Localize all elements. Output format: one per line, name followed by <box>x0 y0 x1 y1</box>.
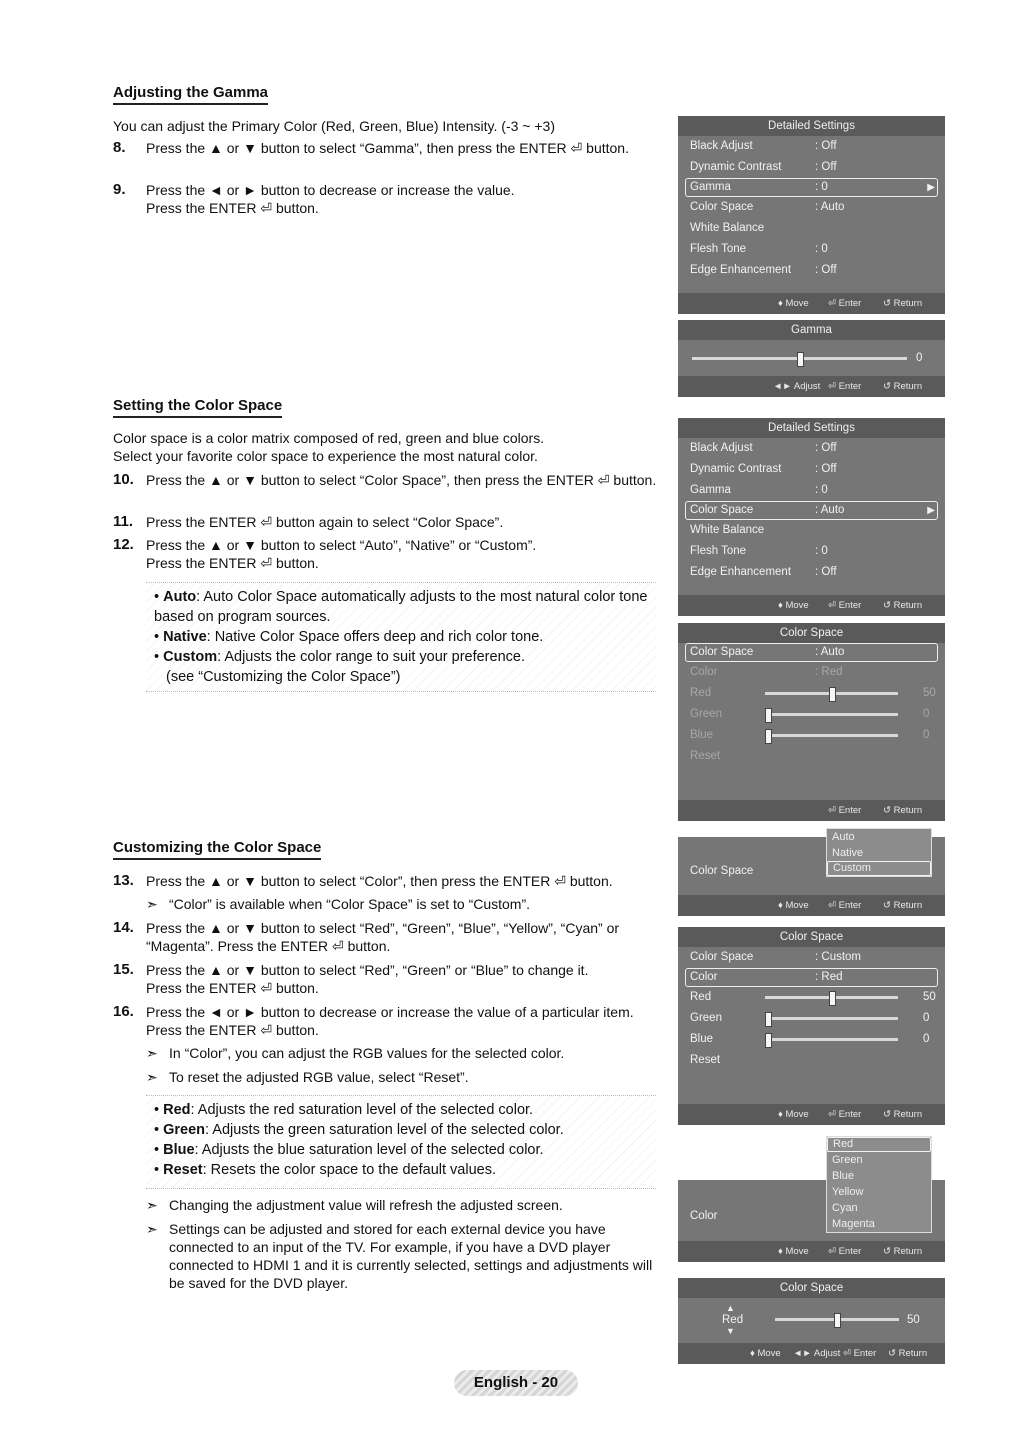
red-slider-track[interactable] <box>775 1318 899 1321</box>
osd-title: Color Space <box>678 623 945 643</box>
menu-item-black-adjust[interactable]: Black Adjust : Off <box>690 140 837 152</box>
green-slider-knob[interactable] <box>765 1012 772 1027</box>
menu-item-red: Red 50 <box>678 683 945 704</box>
return-hint: ↺ Return <box>883 805 923 816</box>
menu-item-color-space[interactable]: Color Space : Auto <box>685 643 938 662</box>
menu-item-white-balance[interactable]: White Balance <box>690 524 765 536</box>
menu-item-color: Color : Red <box>690 666 843 678</box>
blue-slider-track <box>765 734 898 737</box>
step-number: 8. <box>113 139 126 156</box>
option-magenta[interactable]: Magenta <box>832 1218 875 1230</box>
step-text: Press the ◄ or ► button to decrease or increase the value of a particular item. Press the ENTER ⏎ button. <box>146 1004 634 1038</box>
menu-item-green: Green 0 <box>678 704 945 725</box>
note-arrow-icon: ➣ <box>146 1045 158 1061</box>
menu-item-dynamic-contrast[interactable]: Dynamic Contrast : Off <box>690 161 837 173</box>
option-auto[interactable]: Auto <box>832 831 855 843</box>
return-hint: ↺ Return <box>883 1246 923 1257</box>
gamma-value: 0 <box>916 352 923 364</box>
gamma-slider-row[interactable] <box>678 340 945 376</box>
osd-title: Gamma <box>678 320 945 340</box>
menu-item-color-space[interactable]: Color Space : Auto ▶ <box>685 501 938 520</box>
enter-hint: ⏎ Enter <box>828 900 862 911</box>
red-slider-track <box>765 692 898 695</box>
step-text: Press the ◄ or ► button to decrease or increase the value. Press the ENTER ⏎ button. <box>146 182 515 216</box>
menu-item-edge-enhancement[interactable]: Edge Enhancement : Off <box>690 264 837 276</box>
blue-slider-knob[interactable] <box>765 1033 772 1048</box>
osd-color-space-custom <box>678 927 945 1125</box>
menu-item-gamma[interactable]: Gamma : 0 ▶ <box>685 178 938 197</box>
section-title-customizing: Customizing the Color Space <box>113 839 321 860</box>
option-red[interactable]: Red <box>827 1137 931 1152</box>
menu-item-gamma[interactable]: Gamma : 0 <box>690 484 828 496</box>
menu-item-color[interactable]: Color : Red <box>685 968 938 987</box>
adjust-hint: ◄► Adjust <box>793 1348 841 1359</box>
menu-item-color-space[interactable]: Color Space : Custom <box>690 951 862 963</box>
menu-item-blue[interactable]: Blue 0 <box>678 1029 945 1050</box>
menu-item-black-adjust[interactable]: Black Adjust : Off <box>690 442 837 454</box>
section-title-color-space: Setting the Color Space <box>113 397 282 418</box>
osd-footer <box>678 800 945 821</box>
return-hint: ↺ Return <box>883 381 923 392</box>
osd-gamma-adjust <box>678 320 945 397</box>
color-space-intro-1: Color space is a color matrix composed of red, green and blue colors. <box>113 430 545 446</box>
bullet-reset: • Reset: Resets the color space to the default values. <box>154 1162 497 1178</box>
bullet-custom: • Custom: Adjusts the color range to suit your preference. <box>154 649 525 665</box>
return-hint: ↺ Return <box>888 1348 928 1359</box>
osd-footer <box>678 895 945 916</box>
step-number: 14. <box>113 919 134 936</box>
move-hint: ♦ Move <box>778 1109 809 1120</box>
option-native[interactable]: Native <box>832 847 864 859</box>
step-text: Press the ▲ or ▼ button to select “Gamma”, then press the ENTER ⏎ button. <box>146 140 629 156</box>
step-text: Press the ▲ or ▼ button to select “Color Space”, then press the ENTER ⏎ button. <box>146 472 657 488</box>
slider-label: Red <box>722 1314 744 1326</box>
gamma-intro: You can adjust the Primary Color (Red, Green, Blue) Intensity. (-3 ~ +3) <box>113 118 555 134</box>
color-options-popup <box>826 1136 932 1233</box>
bullet-blue: • Blue: Adjusts the blue saturation level of the selected color. <box>154 1142 544 1158</box>
section-title-gamma: Adjusting the Gamma <box>113 84 268 105</box>
note-arrow-icon: ➣ <box>146 1221 158 1237</box>
bullet-green: • Green: Adjusts the green saturation level of the selected color. <box>154 1122 564 1138</box>
menu-item-white-balance[interactable]: White Balance <box>690 222 765 234</box>
step-number: 16. <box>113 1003 134 1020</box>
menu-item-flesh-tone[interactable]: Flesh Tone : 0 <box>690 243 828 255</box>
return-hint: ↺ Return <box>883 298 923 309</box>
option-green[interactable]: Green <box>832 1154 863 1166</box>
return-hint: ↺ Return <box>883 1109 923 1120</box>
option-cyan[interactable]: Cyan <box>832 1202 858 1214</box>
menu-item-blue: Blue 0 <box>678 725 945 746</box>
osd-footer <box>678 1241 945 1262</box>
menu-item-color-space[interactable]: Color Space : Auto <box>690 201 845 213</box>
note-text: Settings can be adjusted and stored for each external device you have connected to an input of the TV. For example, if you have a DVD player connected to HDMI 1 and it is currently selected, settings and adjustments will be saved for the DVD player. <box>169 1221 653 1291</box>
bullet-native: • Native: Native Color Space offers deep and rich color tone. <box>154 629 544 645</box>
red-slider-track[interactable] <box>765 996 898 999</box>
red-slider-knob <box>829 687 836 702</box>
step-number: 15. <box>113 961 134 978</box>
right-arrow-icon: ▶ <box>927 505 935 516</box>
osd-red-adjust <box>678 1278 945 1364</box>
menu-item-green[interactable]: Green 0 <box>678 1008 945 1029</box>
green-slider-knob <box>765 708 772 723</box>
gamma-slider-knob[interactable] <box>797 352 804 367</box>
move-hint: ♦ Move <box>778 1246 809 1257</box>
note-arrow-icon: ➣ <box>146 896 158 912</box>
step-text: Press the ▲ or ▼ button to select “Color”, then press the ENTER ⏎ button. <box>146 873 613 889</box>
menu-item-reset[interactable]: Reset <box>690 1054 721 1066</box>
option-yellow[interactable]: Yellow <box>832 1186 864 1198</box>
enter-hint: ⏎ Enter <box>828 1246 862 1257</box>
osd-footer <box>678 376 945 397</box>
enter-hint: ⏎ Enter <box>828 298 862 309</box>
red-slider-row[interactable] <box>678 1298 945 1342</box>
bullet-red: • Red: Adjusts the red saturation level of the selected color. <box>154 1102 534 1118</box>
enter-hint: ⏎ Enter <box>828 381 862 392</box>
color-space-options-popup <box>826 828 932 877</box>
move-hint: ♦ Move <box>778 298 809 309</box>
return-hint: ↺ Return <box>883 600 923 611</box>
note-arrow-icon: ➣ <box>146 1197 158 1213</box>
red-slider-knob[interactable] <box>829 991 836 1006</box>
step-text: Press the ▲ or ▼ button to select “Red”, “Green” or “Blue” to change it. Press the ENTER ⏎ button. <box>146 962 589 996</box>
note-text: Changing the adjustment value will refresh the adjusted screen. <box>169 1197 563 1213</box>
red-slider-knob[interactable] <box>834 1313 841 1328</box>
move-hint: ♦ Move <box>750 1348 781 1359</box>
osd-footer <box>678 1343 945 1364</box>
menu-item-reset: Reset <box>690 750 721 762</box>
osd-title: Detailed Settings <box>678 116 945 136</box>
return-hint: ↺ Return <box>883 900 923 911</box>
step-number: 11. <box>113 513 134 530</box>
osd-detailed-settings-gamma <box>678 116 945 314</box>
note-text: “Color” is available when “Color Space” is set to “Custom”. <box>169 896 531 912</box>
move-hint: ♦ Move <box>778 600 809 611</box>
menu-item-color-space[interactable]: Color Space <box>690 865 754 877</box>
enter-hint: ⏎ Enter <box>828 1109 862 1120</box>
blue-slider-knob <box>765 729 772 744</box>
menu-item-dynamic-contrast[interactable]: Dynamic Contrast : Off <box>690 463 837 475</box>
enter-hint: ⏎ Enter <box>828 600 862 611</box>
step-text: Press the ▲ or ▼ button to select “Auto”, “Native” or “Custom”. Press the ENTER ⏎ button. <box>146 537 537 571</box>
bullet-continuation: (see “Customizing the Color Space”) <box>166 669 401 685</box>
osd-title: Detailed Settings <box>678 418 945 438</box>
osd-title: Color Space <box>678 1278 945 1298</box>
step-number: 13. <box>113 872 134 889</box>
enter-hint: ⏎ Enter <box>843 1348 877 1359</box>
enter-hint: ⏎ Enter <box>828 805 862 816</box>
option-custom[interactable]: Custom <box>827 861 931 876</box>
move-hint: ♦ Move <box>778 900 809 911</box>
osd-footer <box>678 1104 945 1125</box>
color-space-intro-2: Select your favorite color space to experience the most natural color. <box>113 448 538 464</box>
down-arrow-icon: ▼ <box>726 1326 735 1336</box>
option-blue[interactable]: Blue <box>832 1170 855 1182</box>
bullet-auto: • Auto: Auto Color Space automatically adjusts to the most natural color tone based on program sources. <box>154 589 648 625</box>
step-number: 12. <box>113 536 134 553</box>
menu-item-edge-enhancement[interactable]: Edge Enhancement : Off <box>690 566 837 578</box>
adjust-hint: ◄► Adjust <box>773 381 821 392</box>
note-text: To reset the adjusted RGB value, select “Reset”. <box>169 1069 469 1085</box>
osd-color-space-auto <box>678 623 945 821</box>
note-text: In “Color”, you can adjust the RGB values for the selected color. <box>169 1045 565 1061</box>
page-number-badge: English - 20 <box>454 1370 578 1396</box>
osd-footer <box>678 595 945 616</box>
red-value: 50 <box>907 1314 920 1326</box>
osd-detailed-settings-color-space <box>678 418 945 616</box>
rgb-options-box <box>146 1095 656 1189</box>
color-space-options-box <box>146 582 656 692</box>
step-text: Press the ENTER ⏎ button again to select “Color Space”. <box>146 514 504 530</box>
up-arrow-icon: ▲ <box>726 1303 735 1313</box>
green-slider-track[interactable] <box>765 1017 898 1020</box>
osd-title: Color Space <box>678 927 945 947</box>
green-slider-track <box>765 713 898 716</box>
menu-item-flesh-tone[interactable]: Flesh Tone : 0 <box>690 545 828 557</box>
menu-item-red[interactable]: Red 50 <box>678 987 945 1008</box>
gamma-slider-track[interactable] <box>692 357 907 360</box>
step-number: 10. <box>113 471 134 488</box>
blue-slider-track[interactable] <box>765 1038 898 1041</box>
step-text: Press the ▲ or ▼ button to select “Red”, “Green”, “Blue”, “Yellow”, “Cyan” or “Magenta”. Press the ENTER ⏎ button. <box>146 920 620 954</box>
step-number: 9. <box>113 181 126 198</box>
menu-item-color[interactable]: Color <box>690 1210 718 1222</box>
osd-footer <box>678 293 945 314</box>
note-arrow-icon: ➣ <box>146 1069 158 1085</box>
right-arrow-icon: ▶ <box>927 182 935 193</box>
